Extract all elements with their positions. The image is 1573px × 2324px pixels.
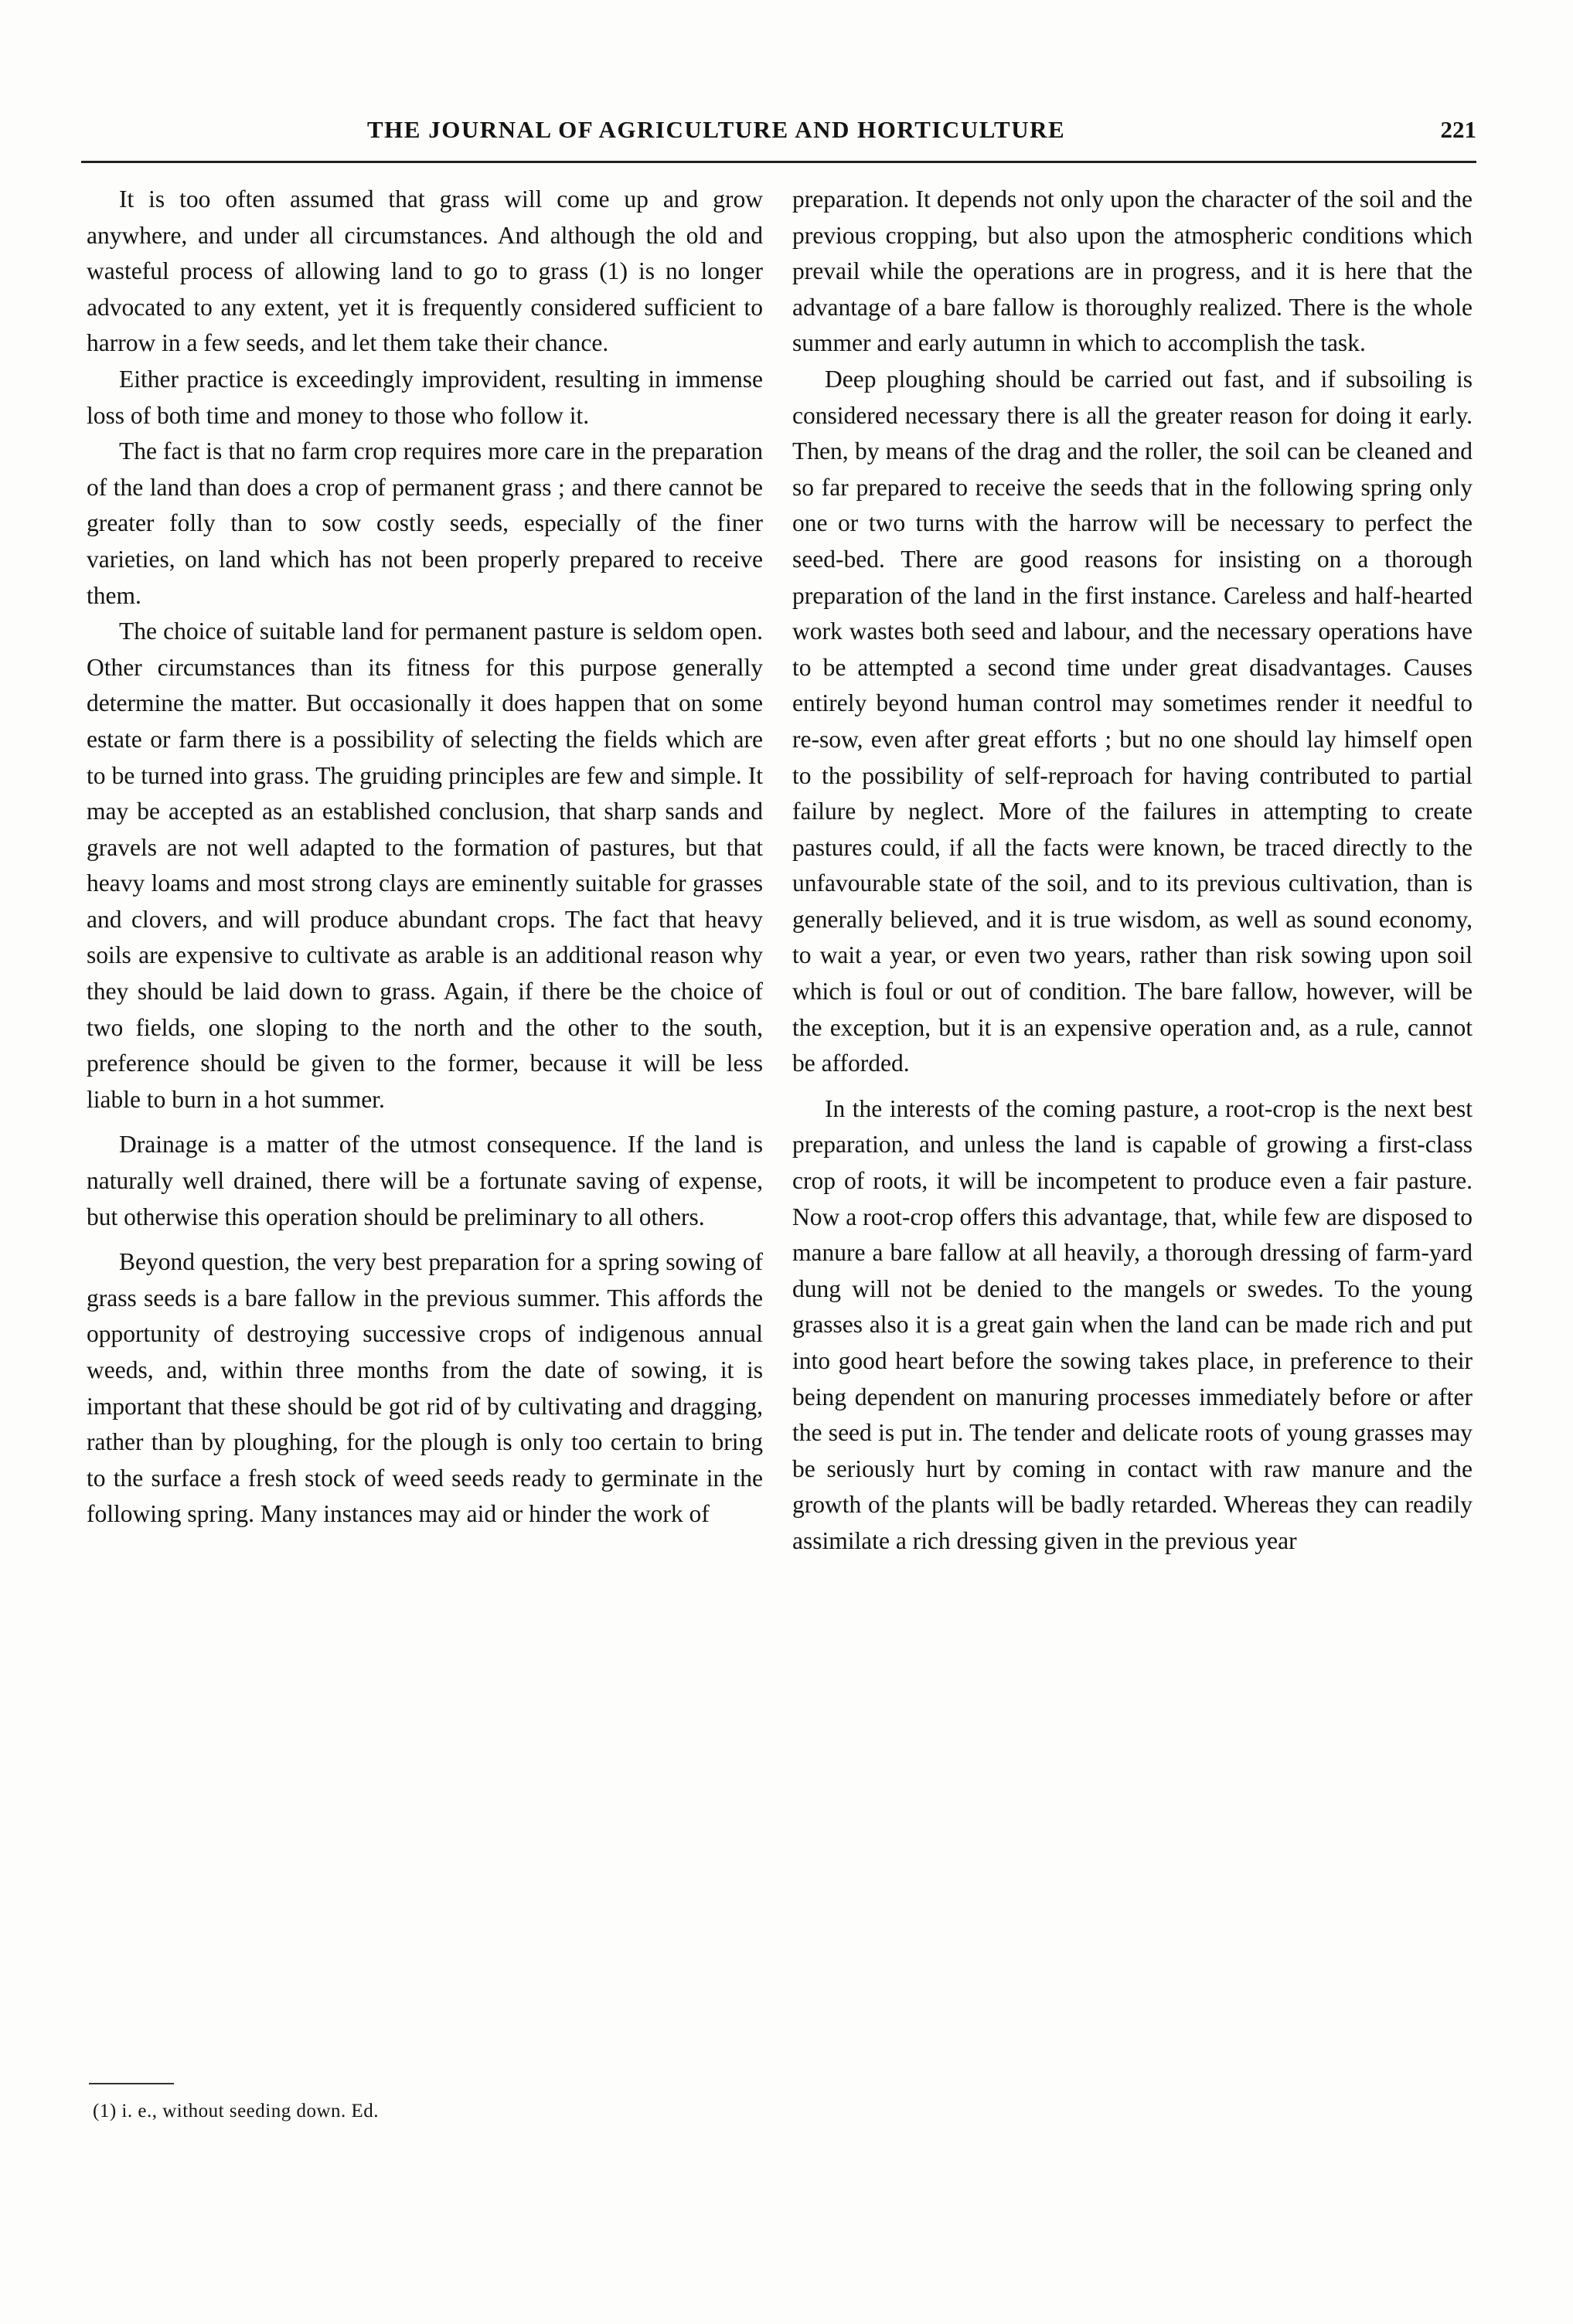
left-column [87,182,763,1533]
paragraph: Beyond question, the very best preparation for a spring sowing of grass seeds is a bare fallow in the previous summer. This affords the opportunity of destroying successive crops of indigenous annual weeds, and, within three months from the date of sowing, it is important that these should be got rid of by cultivating and dragging, rather than by ploughing, for the plough is only too certain to bring to the surface a fresh stock of weed seeds ready to germinate in the following spring. Many instances may aid or hinder the work of [87,1248,763,1528]
paragraph: Deep ploughing should be carried out fast, and if subsoiling is considered necessary there is all the greater reason for doing it early. Then, by means of the drag and the roller, the soil can be cleaned and so far prepared to receive the seeds that in the following spring only one or two turns with the harrow will be necessary to perfect the seed-bed. There are good reasons for insisting on a thorough preparation of the land in the first instance. Careless and half-hearted work wastes both seed and labour, and the necessary operations have to be attempted a second time under great disadvantages. Causes entirely beyond human control may sometimes render it needful to re-sow, even after great efforts ; but no one should lay himself open to the possibility of self-reproach for having contributed to partial failure by neglect. More of the failures in attempting to create pastures could, if all the facts were known, be traced directly to the unfavourable state of the soil, and to its previous cultivation, than is generally believed, and it is true wisdom, as well as sound economy, to wait a year, or even two years, rather than risk sowing upon soil which is foul or out of condition. The bare fallow, however, will be the exception, but it is an expensive operation and, as a rule, cannot be afforded. [792,365,1473,1077]
paragraph: The fact is that no farm crop requires more care in the preparation of the land than does a crop of permanent grass ; and there cannot be greater folly than to sow costly seeds, especially of the finer varieties, on land which has not been properly prepared to receive them. [87,437,763,609]
header-rule [81,161,1476,163]
footnote-rule [89,2083,174,2084]
journal-title: THE JOURNAL OF AGRICULTURE AND HORTICULTURE [367,116,1066,143]
paragraph: In the interests of the coming pasture, a root-crop is the next best preparation, and unless the land is capable of growing a first-class crop of roots, it will be incompetent to produce even a fair pasture. Now a root-crop offers this advantage, that, while few are disposed to manure a bare fallow at all heavily, a thorough dressing of farm-yard dung will not be denied to the mangels or swedes. To the young grasses also it is a great gain when the land can be made rich and put into good heart before the sowing takes place, in preference to their being dependent on manuring processes immediately before or after the seed is put in. The tender and delicate roots of young grasses may be seriously hurt by coming in contact with raw manure and the growth of the plants will be badly retarded. Whereas they can readily assimilate a rich dressing given in the previous year [792,1094,1473,1554]
footnote: (1) i. e., without seeding down. Ed. [93,2101,380,2122]
right-column [792,182,1473,1560]
paragraph: preparation. It depends not only upon the character of the soil and the previous cropping, but also upon the atmospheric conditions which prevail while the operations are in progress, and it is here that the advantage of a bare fallow is thoroughly realized. There is the whole summer and early autumn in which to accomplish the task. [792,185,1473,357]
paragraph: It is too often assumed that grass will come up and grow anywhere, and under all circumstances. And although the old and wasteful process of allowing land to go to grass (1) is no longer advocated to any extent, yet it is frequently considered sufficient to harrow in a few seeds, and let them take their chance. [87,185,763,357]
paragraph: Drainage is a matter of the utmost consequence. If the land is naturally well drained, there will be a fortunate saving of expense, but otherwise this operation should be preliminary to all others. [87,1131,763,1230]
page-header [85,116,1476,155]
paragraph: The choice of suitable land for permanent pasture is seldom open. Other circumstances than its fitness for this purpose generally determine the matter. But occasionally it does happen that on some estate or farm there is a possibility of selecting the fields which are to be turned into grass. The gruiding principles are few and simple. It may be accepted as an established conclusion, that sharp sands and gravels are not well adapted to the formation of pastures, but that heavy loams and most strong clays are eminently suitable for grasses and clovers, and will produce abundant crops. The fact that heavy soils are expensive to cultivate as arable is an additional reason why they should be laid down to grass. Again, if there be the choice of two fields, one sloping to the north and the other to the south, preference should be given to the former, because it will be less liable to burn in a hot summer. [87,618,763,1113]
page-number: 221 [1440,116,1476,143]
paragraph: Either practice is exceedingly improvident, resulting in immense loss of both time and money to those who follow it. [87,365,763,429]
